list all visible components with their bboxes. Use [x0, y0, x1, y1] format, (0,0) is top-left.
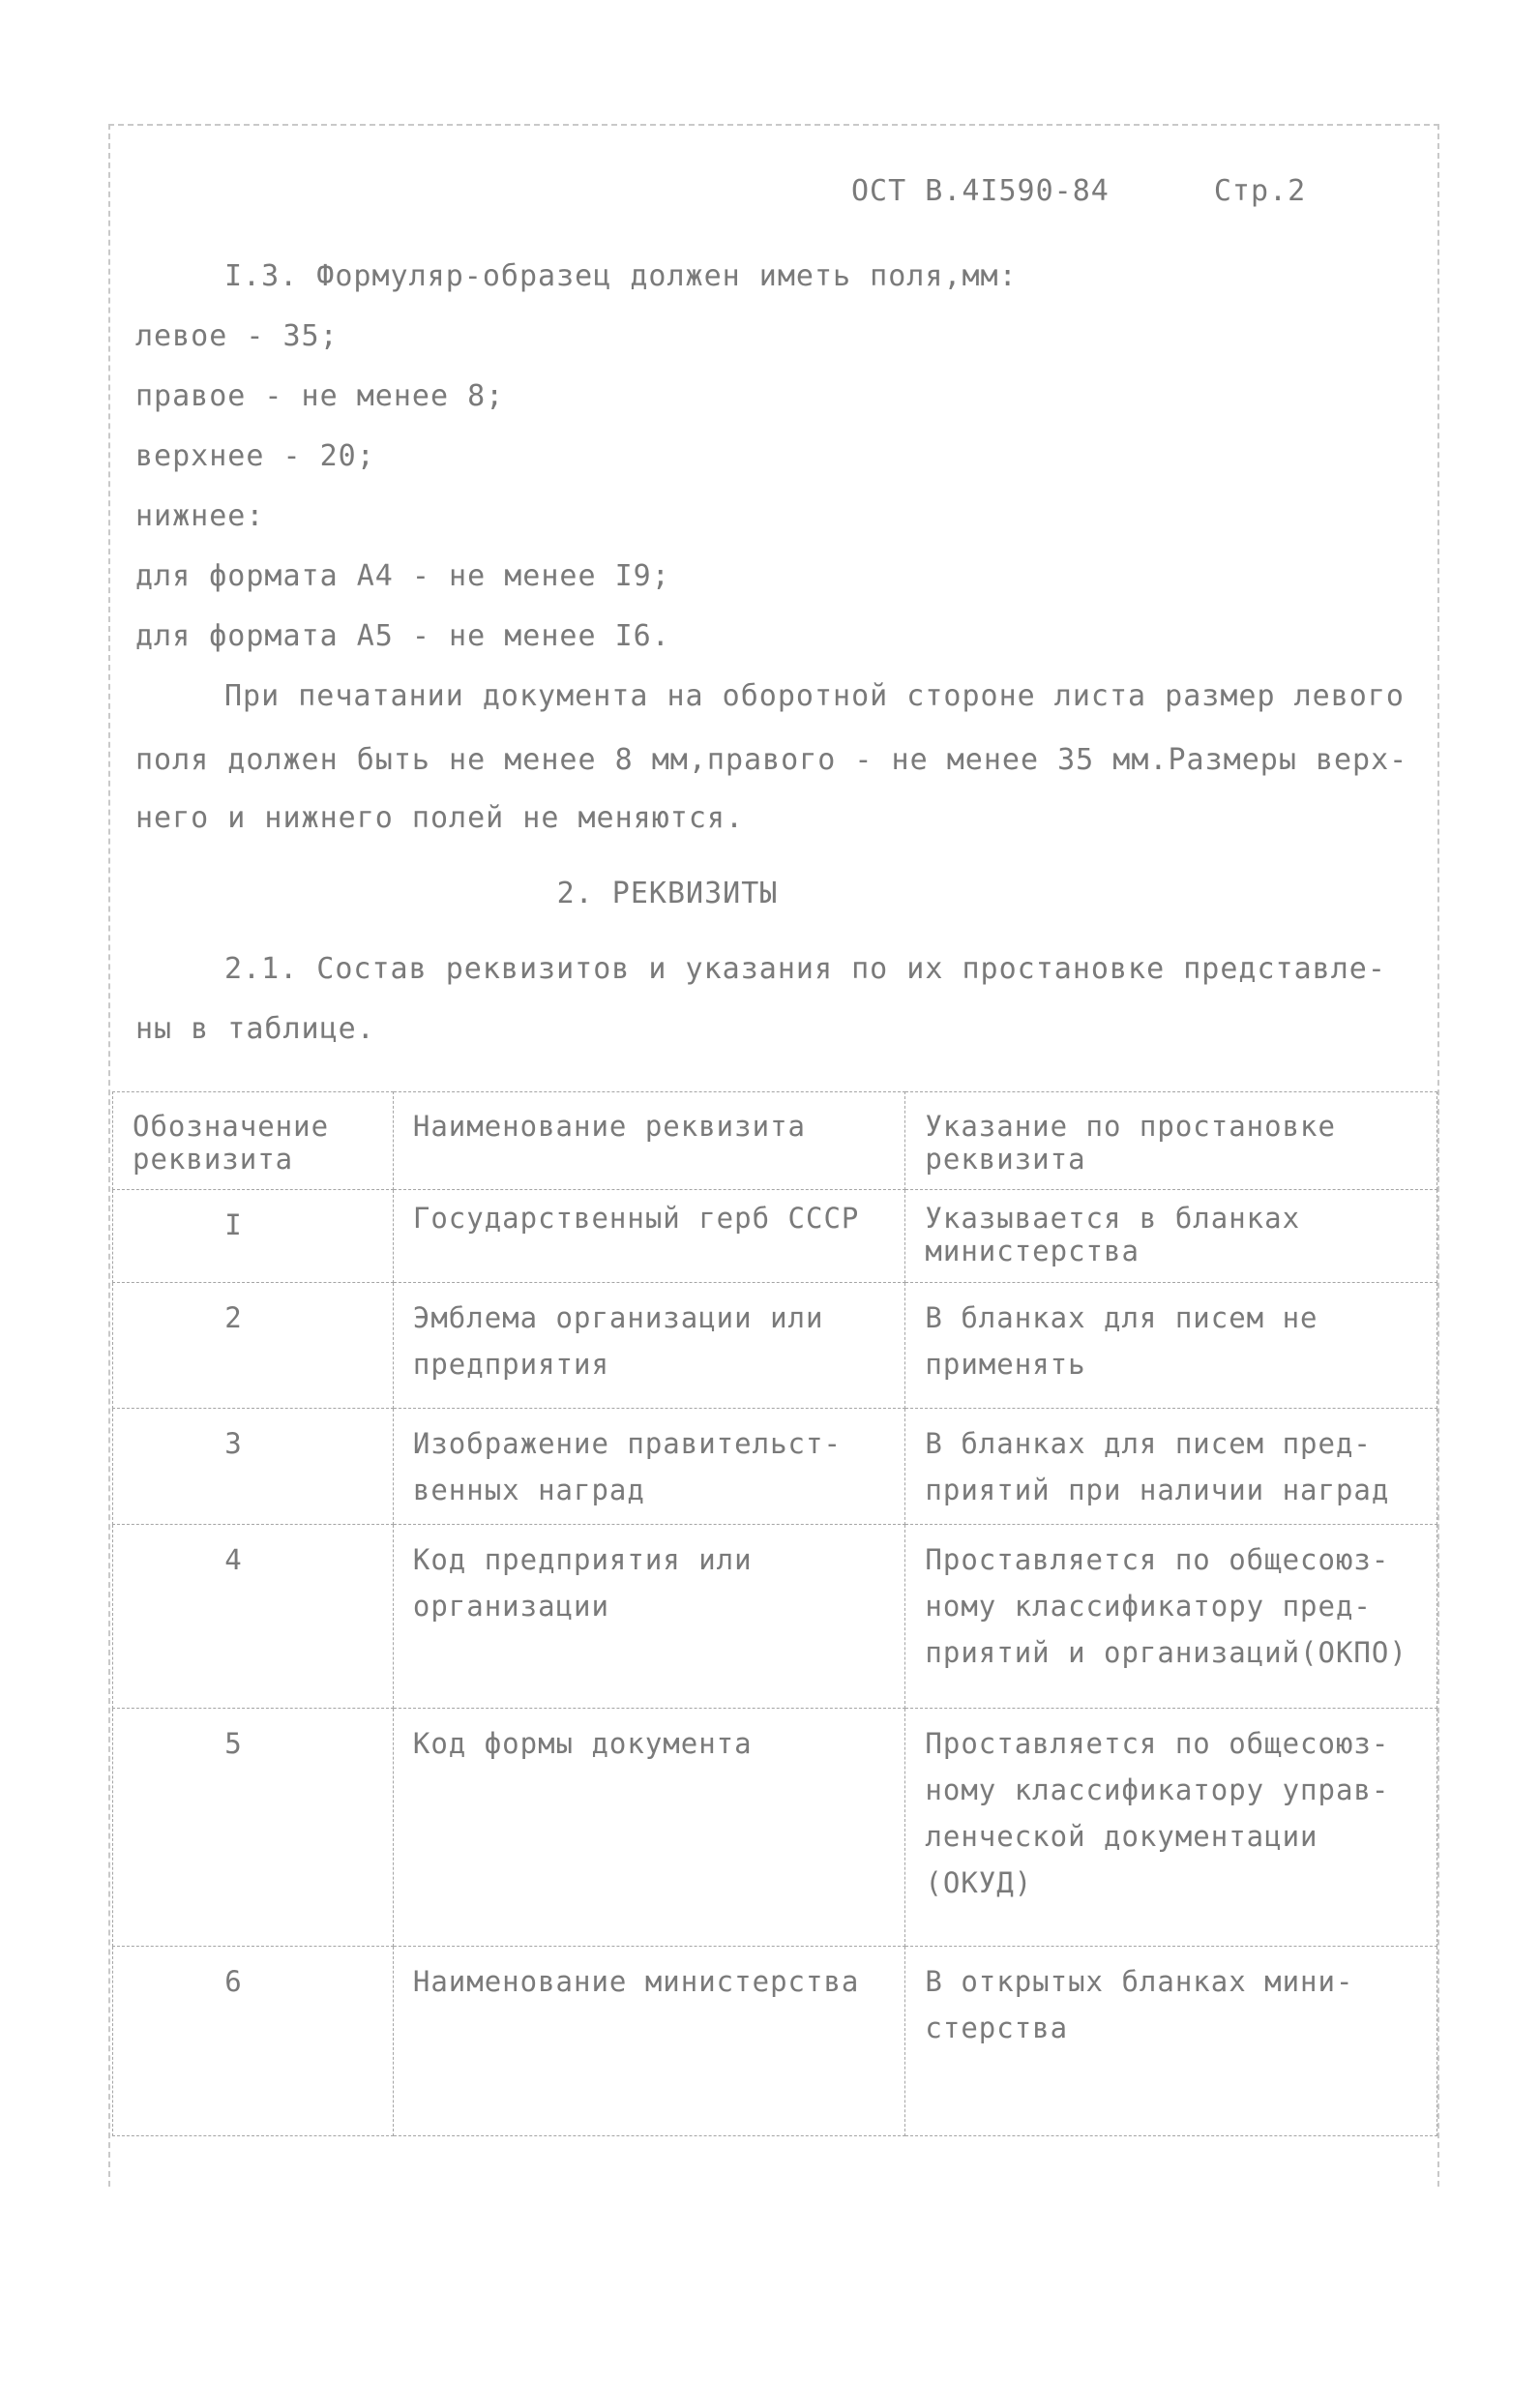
- requisite-number: 3: [113, 1409, 394, 1525]
- requisite-note: Проставляется по общесоюз-ному классификатору управ-ленческой документации (ОКУД): [905, 1709, 1437, 1947]
- requisite-number: 2: [113, 1283, 394, 1409]
- section-intro-1: 2.1. Состав реквизитов и указания по их простановке представле-: [224, 952, 1386, 986]
- table-row: [113, 1525, 1437, 1709]
- requisites-table: [112, 1091, 1437, 2136]
- requisite-name: Изображение правительст-венных наград: [393, 1409, 905, 1525]
- requisite-number: I: [113, 1190, 394, 1283]
- requisite-note: Указывается в бланках министерства: [905, 1190, 1437, 1283]
- requisite-name: Эмблема организации или предприятия: [393, 1283, 905, 1409]
- table-row: [113, 1947, 1437, 2136]
- requisite-name: Государственный герб СССР: [393, 1190, 905, 1283]
- table-row: [113, 1409, 1437, 1525]
- requisite-number: 6: [113, 1947, 394, 2136]
- column-header: Наименование реквизита: [393, 1092, 905, 1190]
- margin-top: верхнее - 20;: [135, 439, 375, 473]
- requisite-note: В бланках для писем пред-приятий при наличии наград: [905, 1409, 1437, 1525]
- section-heading: 2. РЕКВИЗИТЫ: [556, 877, 779, 910]
- standard-number: ОСТ В.4I590-84: [851, 174, 1110, 208]
- margin-right: правое - не менее 8;: [135, 379, 505, 413]
- table-row: [113, 1709, 1437, 1947]
- requisite-name: Код формы документа: [393, 1709, 905, 1947]
- margins-intro: I.3. Формуляр-образец должен иметь поля,мм:: [224, 259, 1018, 293]
- page-header: [851, 174, 1306, 208]
- table-row: [113, 1190, 1437, 1283]
- requisite-number: 4: [113, 1525, 394, 1709]
- column-header: Обозначение реквизита: [113, 1092, 394, 1190]
- column-header: Указание по простановке реквизита: [905, 1092, 1437, 1190]
- requisite-note: В открытых бланках мини-стерства: [905, 1947, 1437, 2136]
- reverse-side-paragraph-2: поля должен быть не менее 8 мм,правого - не менее 35 мм.Размеры верх-: [135, 743, 1408, 777]
- requisite-name: Код предприятия или организации: [393, 1525, 905, 1709]
- margin-bottom: нижнее:: [135, 499, 265, 533]
- section-intro-2: ны в таблице.: [135, 1012, 375, 1046]
- reverse-side-paragraph-3: него и нижнего полей не меняются.: [135, 801, 745, 835]
- table-header-row: [113, 1092, 1437, 1190]
- page-number: Стр.2: [1213, 174, 1307, 208]
- table-row: [113, 1283, 1437, 1409]
- requisite-note: Проставляется по общесоюз-ному классификатору пред-приятий и организаций(ОКПО): [905, 1525, 1437, 1709]
- margin-left: левое - 35;: [135, 319, 339, 353]
- requisite-name: Наименование министерства: [393, 1947, 905, 2136]
- margin-a4: для формата А4 - не менее I9;: [135, 559, 670, 593]
- reverse-side-paragraph-1: При печатании документа на оборотной стороне листа размер левого: [224, 679, 1405, 713]
- margin-a5: для формата А5 - не менее I6.: [135, 619, 670, 653]
- requisite-number: 5: [113, 1709, 394, 1947]
- requisite-note: В бланках для писем не применять: [905, 1283, 1437, 1409]
